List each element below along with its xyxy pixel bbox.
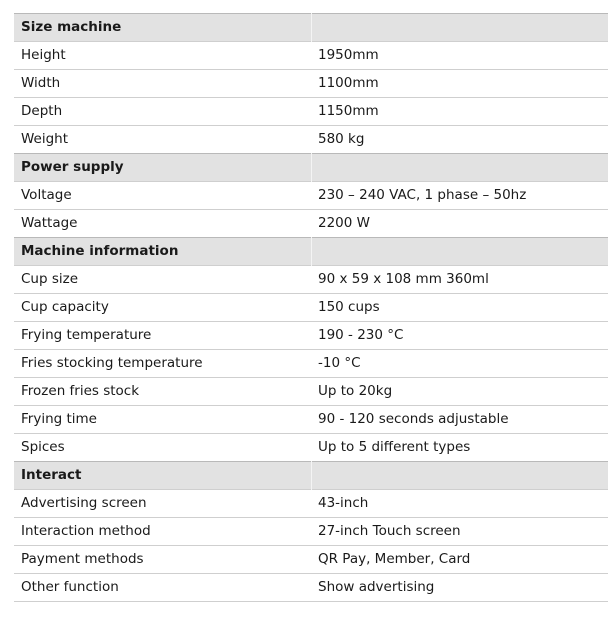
spec-label: Frying temperature <box>14 322 311 350</box>
spec-value: 1100mm <box>311 70 608 98</box>
spec-row <box>14 182 608 210</box>
spec-row <box>14 406 608 434</box>
spec-label: Weight <box>14 126 311 154</box>
spec-label: Height <box>14 42 311 70</box>
spec-row <box>14 322 608 350</box>
section-header-blank-cell <box>311 154 608 182</box>
section-title: Machine information <box>14 238 311 266</box>
spec-value: QR Pay, Member, Card <box>311 546 608 574</box>
section-header-row <box>14 154 608 182</box>
spec-table <box>14 13 608 602</box>
spec-label: Other function <box>14 574 311 602</box>
section-header-row <box>14 14 608 42</box>
spec-table-body <box>14 14 608 602</box>
spec-label: Spices <box>14 434 311 462</box>
section-header-blank-cell <box>311 238 608 266</box>
spec-label: Cup capacity <box>14 294 311 322</box>
spec-row <box>14 546 608 574</box>
spec-row <box>14 266 608 294</box>
spec-row <box>14 574 608 602</box>
spec-row <box>14 126 608 154</box>
spec-value: 1950mm <box>311 42 608 70</box>
spec-label: Frying time <box>14 406 311 434</box>
spec-value: 1150mm <box>311 98 608 126</box>
spec-row <box>14 98 608 126</box>
spec-value: 90 x 59 x 108 mm 360ml <box>311 266 608 294</box>
spec-value: 43-inch <box>311 490 608 518</box>
spec-label: Payment methods <box>14 546 311 574</box>
spec-row <box>14 350 608 378</box>
spec-value: 230 – 240 VAC, 1 phase – 50hz <box>311 182 608 210</box>
spec-label: Advertising screen <box>14 490 311 518</box>
spec-value: Show advertising <box>311 574 608 602</box>
spec-value: Up to 20kg <box>311 378 608 406</box>
spec-value: 27-inch Touch screen <box>311 518 608 546</box>
spec-label: Interaction method <box>14 518 311 546</box>
spec-value: 190 - 230 °C <box>311 322 608 350</box>
spec-value: 90 - 120 seconds adjustable <box>311 406 608 434</box>
spec-label: Depth <box>14 98 311 126</box>
spec-label: Cup size <box>14 266 311 294</box>
spec-label: Width <box>14 70 311 98</box>
spec-row <box>14 490 608 518</box>
spec-label: Wattage <box>14 210 311 238</box>
spec-row <box>14 434 608 462</box>
spec-row <box>14 518 608 546</box>
spec-value: 2200 W <box>311 210 608 238</box>
section-title: Interact <box>14 462 311 490</box>
section-header-row <box>14 462 608 490</box>
spec-value: -10 °C <box>311 350 608 378</box>
section-title: Size machine <box>14 14 311 42</box>
spec-row <box>14 42 608 70</box>
section-header-blank-cell <box>311 462 608 490</box>
spec-value: 580 kg <box>311 126 608 154</box>
spec-value: 150 cups <box>311 294 608 322</box>
spec-label: Voltage <box>14 182 311 210</box>
spec-row <box>14 378 608 406</box>
spec-row <box>14 210 608 238</box>
section-header-blank-cell <box>311 14 608 42</box>
spec-value: Up to 5 different types <box>311 434 608 462</box>
spec-row <box>14 70 608 98</box>
spec-label: Fries stocking temperature <box>14 350 311 378</box>
spec-row <box>14 294 608 322</box>
section-header-row <box>14 238 608 266</box>
section-title: Power supply <box>14 154 311 182</box>
spec-label: Frozen fries stock <box>14 378 311 406</box>
